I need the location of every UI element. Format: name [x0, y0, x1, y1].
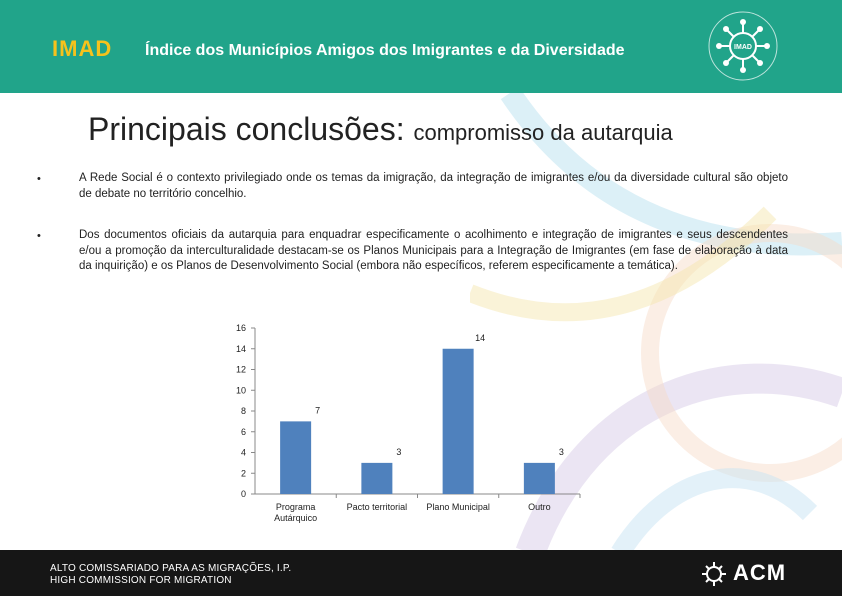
y-tick-label: 4 — [240, 447, 246, 458]
y-tick-label: 16 — [235, 323, 246, 333]
category-label: Autárquico — [274, 513, 318, 523]
bullet-marker: • — [37, 230, 41, 242]
category-label: Pacto territorial — [346, 502, 408, 512]
y-tick-label: 6 — [240, 426, 246, 437]
bar — [280, 421, 311, 494]
data-label: 7 — [315, 405, 321, 416]
category-label: Plano Municipal — [426, 502, 490, 512]
bullet-text: Dos documentos oficiais da autarquia para enquadrar especificamente o acolhimento e integração de imigrantes e seus descendentes e/ou a promoção da interculturalidade destacam-se os Planos Municipais para a Integração de Imigrantes (em fase de elaboração à data da inquirição) e os Planos de Desenvolvimento Social (embora não específicos, referem especificamente a temática). — [79, 229, 788, 273]
seal-center-label: IMAD — [734, 44, 752, 51]
y-tick-label: 14 — [235, 343, 246, 354]
data-label: 3 — [558, 446, 564, 457]
title-secondary: compromisso da autarquia — [413, 120, 673, 145]
y-tick-label: 8 — [240, 406, 246, 416]
bar-chart — [230, 318, 590, 533]
bar — [524, 463, 555, 494]
rede-municipios-amigos-seal-icon — [705, 8, 781, 84]
bar — [361, 463, 392, 494]
category-label: Programa — [275, 502, 316, 512]
footer-bar — [0, 550, 842, 596]
brand-logo: IMAD — [52, 36, 113, 61]
title-main: Principais conclusões: — [88, 111, 405, 147]
bullet-marker: • — [37, 173, 41, 185]
y-tick-label: 0 — [240, 489, 246, 499]
category-label: Outro — [528, 502, 551, 512]
acm-logo-text: ACM — [733, 560, 787, 585]
data-label: 14 — [475, 332, 486, 343]
footer-line-1: ALTO COMISSARIADO PARA AS MIGRAÇÕES, I.P. — [50, 563, 292, 574]
page-title — [88, 111, 673, 148]
y-tick-label: 10 — [235, 385, 246, 396]
header-banner — [0, 0, 842, 93]
y-tick-label: 12 — [235, 364, 246, 375]
header-subtitle: Índice dos Municípios Amigos dos Imigrantes e da Diversidade — [145, 42, 625, 59]
data-label: 3 — [396, 446, 402, 457]
y-tick-label: 2 — [240, 468, 246, 479]
bullet-text: A Rede Social é o contexto privilegiado onde os temas da imigração, da integração de imigrantes e/ou da diversidade cultural são objeto de debate no território concelhio. — [79, 172, 788, 200]
bar — [443, 349, 474, 494]
footer-line-2: HIGH COMMISSION FOR MIGRATION — [50, 575, 232, 586]
